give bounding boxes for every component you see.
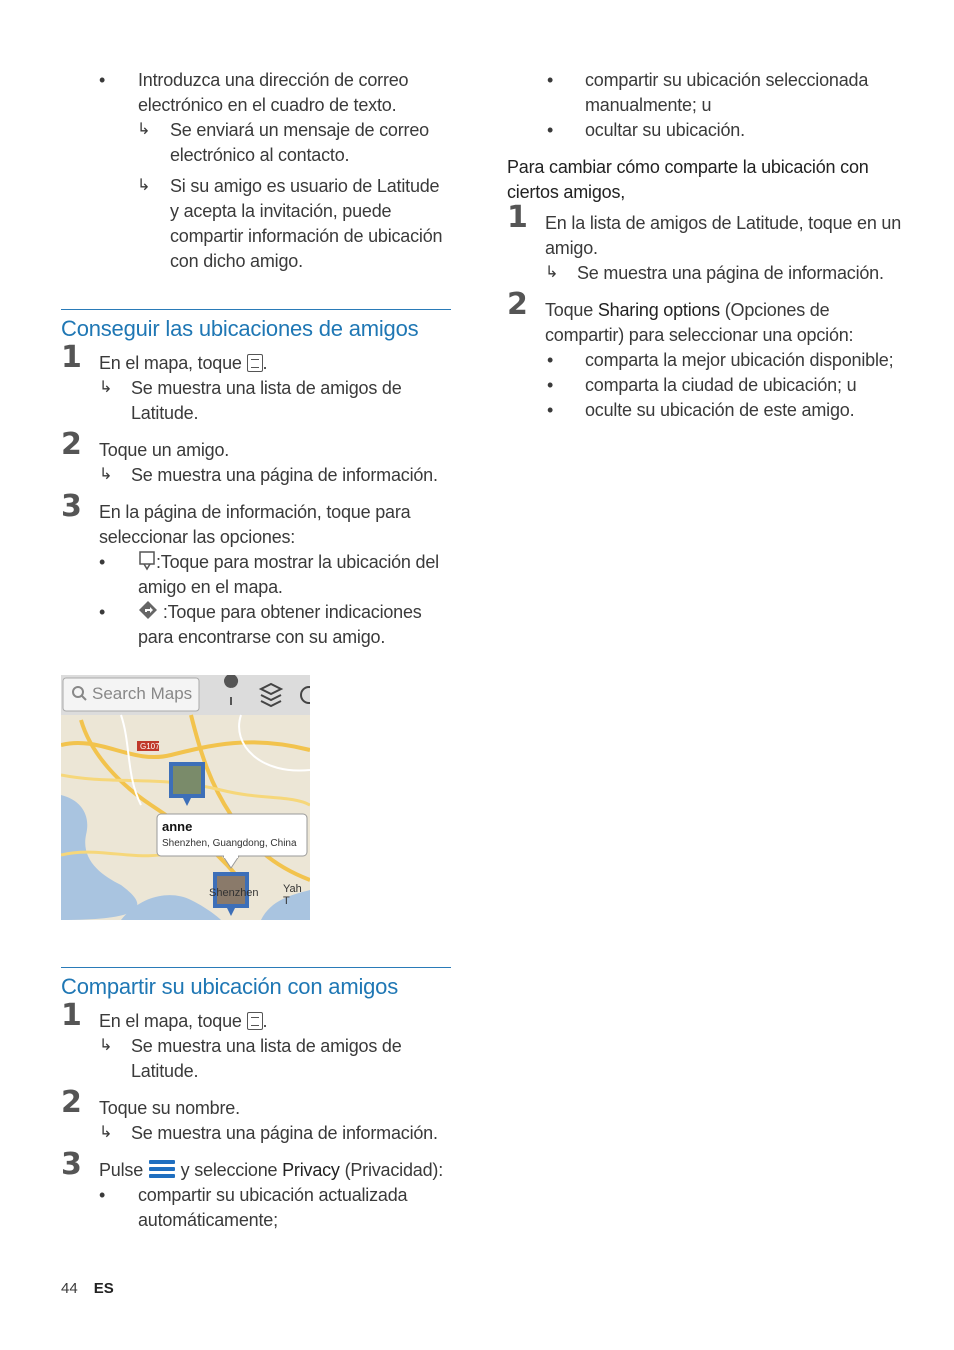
list-item: • :Toque para mostrar la ubicación del amigo en el mapa. bbox=[61, 550, 451, 600]
list-icon bbox=[247, 1012, 263, 1030]
step-number: 1 bbox=[507, 200, 528, 235]
step-number: 2 bbox=[61, 427, 82, 462]
section-title: Compartir su ubicación con amigos bbox=[61, 967, 451, 1001]
step-number: 1 bbox=[61, 340, 82, 375]
result-arrow-icon: ↳ bbox=[99, 379, 113, 396]
page-number: 44 bbox=[61, 1280, 78, 1297]
result-arrow-icon: ↳ bbox=[99, 466, 113, 483]
list-item: • :Toque para obtener indicaciones para encontrarse con su amigo. bbox=[61, 600, 451, 650]
search-input[interactable]: Search Maps bbox=[92, 684, 193, 703]
map-screenshot bbox=[61, 675, 310, 920]
svg-text:G107: G107 bbox=[140, 742, 160, 751]
result-arrow-icon: ↳ bbox=[99, 1124, 113, 1141]
step-1: 1 En el mapa, toque . bbox=[61, 340, 268, 375]
directions-icon bbox=[138, 600, 158, 620]
step-1: 1 En la lista de amigos de Latitude, toque en un amigo. bbox=[507, 200, 902, 258]
step-number: 1 bbox=[61, 998, 82, 1033]
page-footer bbox=[61, 1280, 114, 1297]
list-item: • Introduzca una dirección de correo electrónico en el cuadro de texto. bbox=[61, 68, 451, 118]
result-item: ↳ Si su amigo es usuario de Latitude y acepta la invitación, puede compartir información de ubicación con dicho amigo. bbox=[61, 174, 451, 274]
list-item: • oculte su ubicación de este amigo. bbox=[507, 398, 907, 423]
map-label: Yah T bbox=[283, 883, 302, 907]
left-column bbox=[61, 68, 451, 650]
friend-location: Shenzhen, Guangdong, China bbox=[162, 838, 297, 849]
menu-icon bbox=[148, 1158, 176, 1180]
step-2: 2 Toque su nombre. bbox=[61, 1085, 240, 1120]
map-label: Shenzhen bbox=[209, 887, 259, 899]
list-item: • comparta la mejor ubicación disponible; bbox=[507, 348, 907, 373]
language-code: ES bbox=[93, 1280, 114, 1297]
result-arrow-icon: ↳ bbox=[137, 177, 151, 194]
result-item: ↳ Se muestra una lista de amigos de Latitude. bbox=[61, 376, 451, 426]
result-item: ↳ Se muestra una lista de amigos de Latitude. bbox=[61, 1034, 451, 1084]
step-number: 2 bbox=[507, 287, 528, 322]
map-pin-icon bbox=[138, 551, 156, 571]
left-column-lower bbox=[61, 932, 451, 1233]
subsection-heading: Para cambiar cómo comparte la ubicación con ciertos amigos, bbox=[507, 157, 869, 202]
step-2: 2 Toque Sharing options (Opciones de compartir) para seleccionar una opción: bbox=[507, 287, 854, 345]
step-number: 2 bbox=[61, 1085, 82, 1120]
list-item: • compartir su ubicación actualizada automáticamente; bbox=[61, 1183, 451, 1233]
list-icon bbox=[247, 354, 263, 372]
result-arrow-icon: ↳ bbox=[545, 264, 559, 281]
friend-name: anne bbox=[162, 819, 193, 834]
step-3: 3 En la página de información, toque para seleccionar las opciones: bbox=[61, 489, 411, 547]
result-arrow-icon: ↳ bbox=[99, 1037, 113, 1054]
section-title: Conseguir las ubicaciones de amigos bbox=[61, 309, 451, 343]
step-1: 1 En el mapa, toque . bbox=[61, 998, 268, 1033]
step-3: 3 Pulse y seleccione Privacy (Privacidad): bbox=[61, 1147, 443, 1182]
list-item: • ocultar su ubicación. bbox=[507, 118, 907, 143]
result-item: ↳ Se enviará un mensaje de correo electrónico al contacto. bbox=[61, 118, 451, 168]
result-item: ↳ Se muestra una página de información. bbox=[61, 463, 451, 488]
step-number: 3 bbox=[61, 489, 82, 524]
map-canvas bbox=[61, 675, 310, 920]
result-arrow-icon: ↳ bbox=[137, 121, 151, 138]
list-item: • compartir su ubicación seleccionada manualmente; u bbox=[507, 68, 907, 118]
right-column bbox=[507, 68, 907, 423]
result-item: ↳ Se muestra una página de información. bbox=[507, 261, 907, 286]
list-item: • comparta la ciudad de ubicación; u bbox=[507, 373, 907, 398]
step-2: 2 Toque un amigo. bbox=[61, 427, 230, 462]
step-number: 3 bbox=[61, 1147, 82, 1182]
result-item: ↳ Se muestra una página de información. bbox=[61, 1121, 451, 1146]
